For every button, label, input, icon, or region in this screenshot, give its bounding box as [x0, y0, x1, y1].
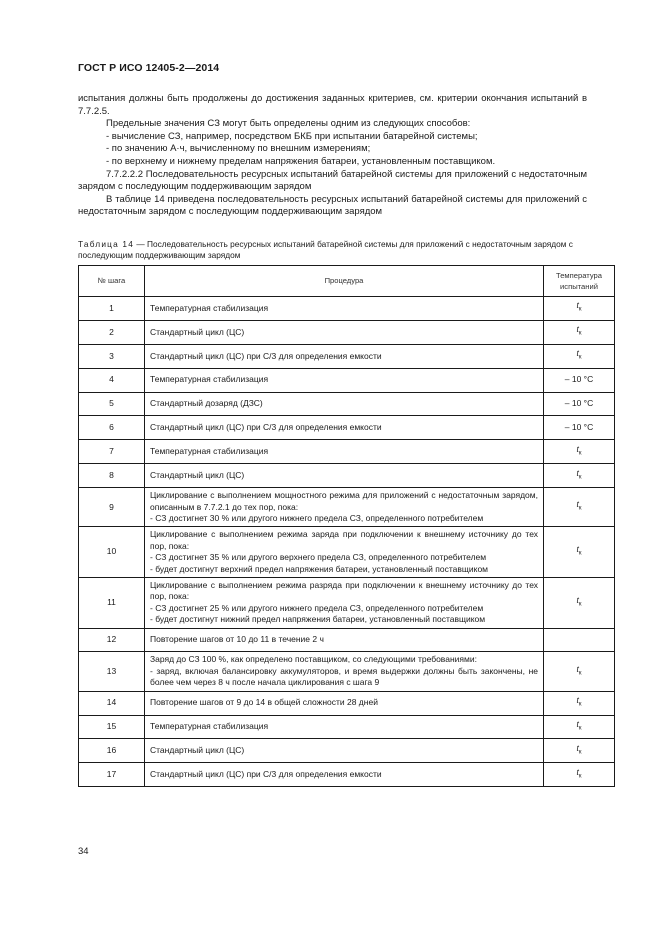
temperature-value: t: [576, 348, 579, 359]
temperature-symbol: [576, 499, 582, 512]
temperature-value: t: [576, 742, 579, 753]
temperature-subscript: к: [578, 701, 582, 708]
table-row: [79, 715, 615, 739]
temperature-subscript: к: [578, 307, 582, 314]
header-step: № шага: [79, 266, 145, 297]
temperature-symbol: [576, 718, 582, 732]
temperature-symbol: [576, 695, 582, 708]
procedure-text: Циклирование с выполнением режима разряда при подключении к внешнему источнику до тех пор, пока:: [150, 579, 538, 602]
table-row: [79, 488, 615, 527]
step-number: 6: [79, 416, 145, 440]
temperature-symbol: [576, 663, 582, 677]
temperature-cell: [544, 691, 615, 715]
procedure-condition: - СЗ достигнет 25 % или другого нижнего предела СЗ, определенного потребителем: [150, 602, 484, 613]
procedure-text: Циклирование с выполнением мощностного режима для приложений с недостаточным зарядом, описанным в 7.7.2.1 до тех пор, пока:: [150, 490, 538, 512]
procedure-cell: [145, 440, 544, 464]
step-number: 17: [79, 763, 145, 787]
temperature-cell: [544, 488, 615, 527]
procedure-text: Температурная стабилизация: [150, 374, 269, 385]
step-number: 12: [79, 628, 145, 652]
procedure-text: Циклирование с выполнением режима заряда при подключении к внешнему источнику до тех пор, пока:: [150, 529, 538, 551]
procedure-text: Температурная стабилизация: [150, 446, 269, 457]
procedure-condition: - заряд, включая балансировку аккумуляторов, и время выдержки должны быть закончены, не более чем через 8 ч после начала циклирования с шага 9: [150, 665, 538, 688]
procedure-cell: [145, 715, 544, 739]
temperature-symbol: [576, 348, 582, 361]
table-row: [79, 392, 615, 416]
temperature-subscript: к: [578, 330, 582, 337]
table-row: [79, 691, 615, 715]
procedure-condition: - СЗ достигнет 35 % или другого верхнего предела СЗ, определенного потребителем: [150, 552, 487, 563]
procedure-cell: [145, 416, 544, 440]
procedure-cell: [145, 739, 544, 763]
step-number: 9: [79, 488, 145, 527]
document-header: ГОСТ Р ИСО 12405-2—2014: [78, 62, 220, 74]
body-text: [78, 93, 587, 219]
temperature-cell: [544, 440, 615, 464]
temperature-cell: [544, 392, 615, 416]
table-caption-text: — Последовательность ресурсных испытаний батарейной системы для приложений с недостаточным зарядом с последующим поддерживающим зарядом: [78, 239, 573, 260]
step-number: 16: [79, 739, 145, 763]
paragraph: Предельные значения СЗ могут быть определены одним из следующих способов:: [106, 118, 471, 130]
table-row: [79, 763, 615, 787]
table-row: [79, 440, 615, 464]
step-number: 8: [79, 464, 145, 488]
table-header-row: [79, 266, 615, 297]
procedure-text: Температурная стабилизация: [150, 721, 269, 732]
procedure-cell: [145, 652, 544, 691]
procedure-text: Температурная стабилизация: [150, 302, 269, 313]
procedure-text: Повторение шагов от 10 до 11 в течение 2 ч: [150, 634, 324, 645]
temperature-subscript: к: [578, 474, 582, 481]
paragraph: испытания должны быть продолжены до достижения заданных критериев, см. критерии окончания испытаний в 7.7.2.5.: [78, 93, 587, 117]
temperature-symbol: [576, 594, 582, 608]
procedure-condition: - будет достигнут нижний предел напряжения батареи, установленный поставщиком: [150, 614, 486, 625]
procedure-table: [78, 265, 615, 787]
procedure-text: Стандартный цикл (ЦС): [150, 326, 245, 337]
temperature-subscript: к: [578, 670, 582, 677]
list-item: - по верхнему и нижнему пределам напряжения батареи, установленным поставщиком.: [106, 155, 496, 167]
step-number: 10: [79, 527, 145, 578]
temperature-cell: [544, 715, 615, 739]
table-row: [79, 577, 615, 628]
step-number: 3: [79, 344, 145, 368]
procedure-text: Повторение шагов от 9 до 14 в общей сложности 28 дней: [150, 697, 378, 708]
temperature-value: t: [576, 663, 579, 674]
table-row: [79, 320, 615, 344]
temperature-subscript: к: [578, 749, 582, 756]
temperature-value: t: [576, 467, 579, 478]
table-caption: [78, 239, 618, 261]
procedure-cell: [145, 488, 544, 527]
table-row: [79, 464, 615, 488]
procedure-cell: [145, 392, 544, 416]
temperature-subscript: к: [578, 550, 582, 557]
procedure-cell: [145, 297, 544, 321]
temperature-cell: [544, 527, 615, 578]
procedure-text: Стандартный дозаряд (ДЗС): [150, 398, 263, 409]
temperature-symbol: [576, 467, 582, 481]
temperature-symbol: [576, 443, 582, 457]
procedure-text: Стандартный цикл (ЦС): [150, 745, 245, 756]
table-body: [79, 297, 615, 787]
table-row: [79, 628, 615, 652]
temperature-subscript: к: [578, 725, 582, 732]
page-number: 34: [78, 846, 89, 857]
temperature-value: – 10 °С: [564, 422, 594, 433]
temperature-cell: [544, 320, 615, 344]
step-number: 7: [79, 440, 145, 464]
temperature-value: t: [576, 300, 579, 311]
temperature-value: t: [576, 695, 579, 706]
temperature-symbol: [576, 324, 582, 337]
step-number: 1: [79, 297, 145, 321]
temperature-value: t: [576, 443, 579, 454]
procedure-cell: [145, 320, 544, 344]
procedure-cell: [145, 763, 544, 787]
step-number: 4: [79, 368, 145, 392]
procedure-text: Стандартный цикл (ЦС) при С/3 для определения емкости: [150, 769, 382, 780]
procedure-text: Стандартный цикл (ЦС) при С/3 для определения емкости: [150, 422, 382, 433]
temperature-cell: [544, 577, 615, 628]
temperature-symbol: [576, 544, 582, 557]
step-number: 2: [79, 320, 145, 344]
step-number: 11: [79, 577, 145, 628]
temperature-value: – 10 °С: [564, 398, 594, 409]
temperature-symbol: [576, 300, 582, 314]
temperature-value: t: [576, 766, 579, 777]
paragraph: В таблице 14 приведена последовательность ресурсных испытаний батарейной системы для приложений с недостаточным зарядом с последующим поддерживающим зарядом: [78, 193, 587, 218]
temperature-cell: [544, 368, 615, 392]
procedure-cell: [145, 368, 544, 392]
procedure-cell: [145, 577, 544, 628]
table-row: [79, 368, 615, 392]
table-row: [79, 739, 615, 763]
procedure-cell: [145, 464, 544, 488]
temperature-value: t: [576, 594, 579, 605]
temperature-cell: [544, 628, 615, 652]
step-number: 13: [79, 652, 145, 691]
step-number: 14: [79, 691, 145, 715]
table-row: [79, 297, 615, 321]
temperature-cell: [544, 344, 615, 368]
procedure-cell: [145, 527, 544, 578]
header-temperature: Температура испытаний: [544, 266, 615, 297]
temperature-symbol: [576, 742, 582, 756]
procedure-condition: - СЗ достигнет 30 % или другого нижнего предела СЗ, определенного потребителем: [150, 512, 484, 523]
temperature-cell: [544, 739, 615, 763]
procedure-condition: - будет достигнут верхний предел напряжения батареи, установленный поставщиком: [150, 563, 489, 574]
temperature-subscript: к: [578, 450, 582, 457]
temperature-cell: [544, 416, 615, 440]
step-number: 15: [79, 715, 145, 739]
temperature-cell: [544, 652, 615, 691]
procedure-cell: [145, 344, 544, 368]
table-row: [79, 652, 615, 691]
table-row: [79, 416, 615, 440]
temperature-value: t: [576, 499, 579, 510]
temperature-symbol: [576, 766, 582, 780]
temperature-value: t: [576, 718, 579, 729]
list-item: - вычисление СЗ, например, посредством БКБ при испытании батарейной системы;: [106, 130, 478, 142]
procedure-text: Стандартный цикл (ЦС): [150, 469, 245, 480]
temperature-value: t: [576, 544, 579, 555]
procedure-cell: [145, 691, 544, 715]
temperature-subscript: к: [578, 505, 582, 512]
table-row: [79, 527, 615, 578]
temperature-cell: [544, 297, 615, 321]
temperature-value: t: [576, 324, 579, 335]
procedure-cell: [145, 628, 544, 652]
temperature-cell: [544, 464, 615, 488]
table-caption-label: Таблица 14: [78, 239, 135, 249]
temperature-subscript: к: [578, 601, 582, 608]
temperature-subscript: к: [578, 773, 582, 780]
temperature-subscript: к: [578, 354, 582, 361]
temperature-value: – 10 °С: [564, 374, 594, 385]
procedure-text: Заряд до СЗ 100 %, как определено поставщиком, со следующими требованиями:: [150, 654, 477, 665]
list-item: - по значению А·ч, вычисленному по внешним измерениям;: [106, 143, 371, 155]
procedure-text: Стандартный цикл (ЦС) при С/3 для определения емкости: [150, 350, 382, 361]
header-procedure: Процедура: [145, 266, 544, 297]
temperature-cell: [544, 763, 615, 787]
table-row: [79, 344, 615, 368]
step-number: 5: [79, 392, 145, 416]
section-heading: 7.7.2.2.2 Последовательность ресурсных испытаний батарейной системы для приложений с недостаточным зарядом с последующим поддерживающим зарядом: [78, 168, 587, 193]
